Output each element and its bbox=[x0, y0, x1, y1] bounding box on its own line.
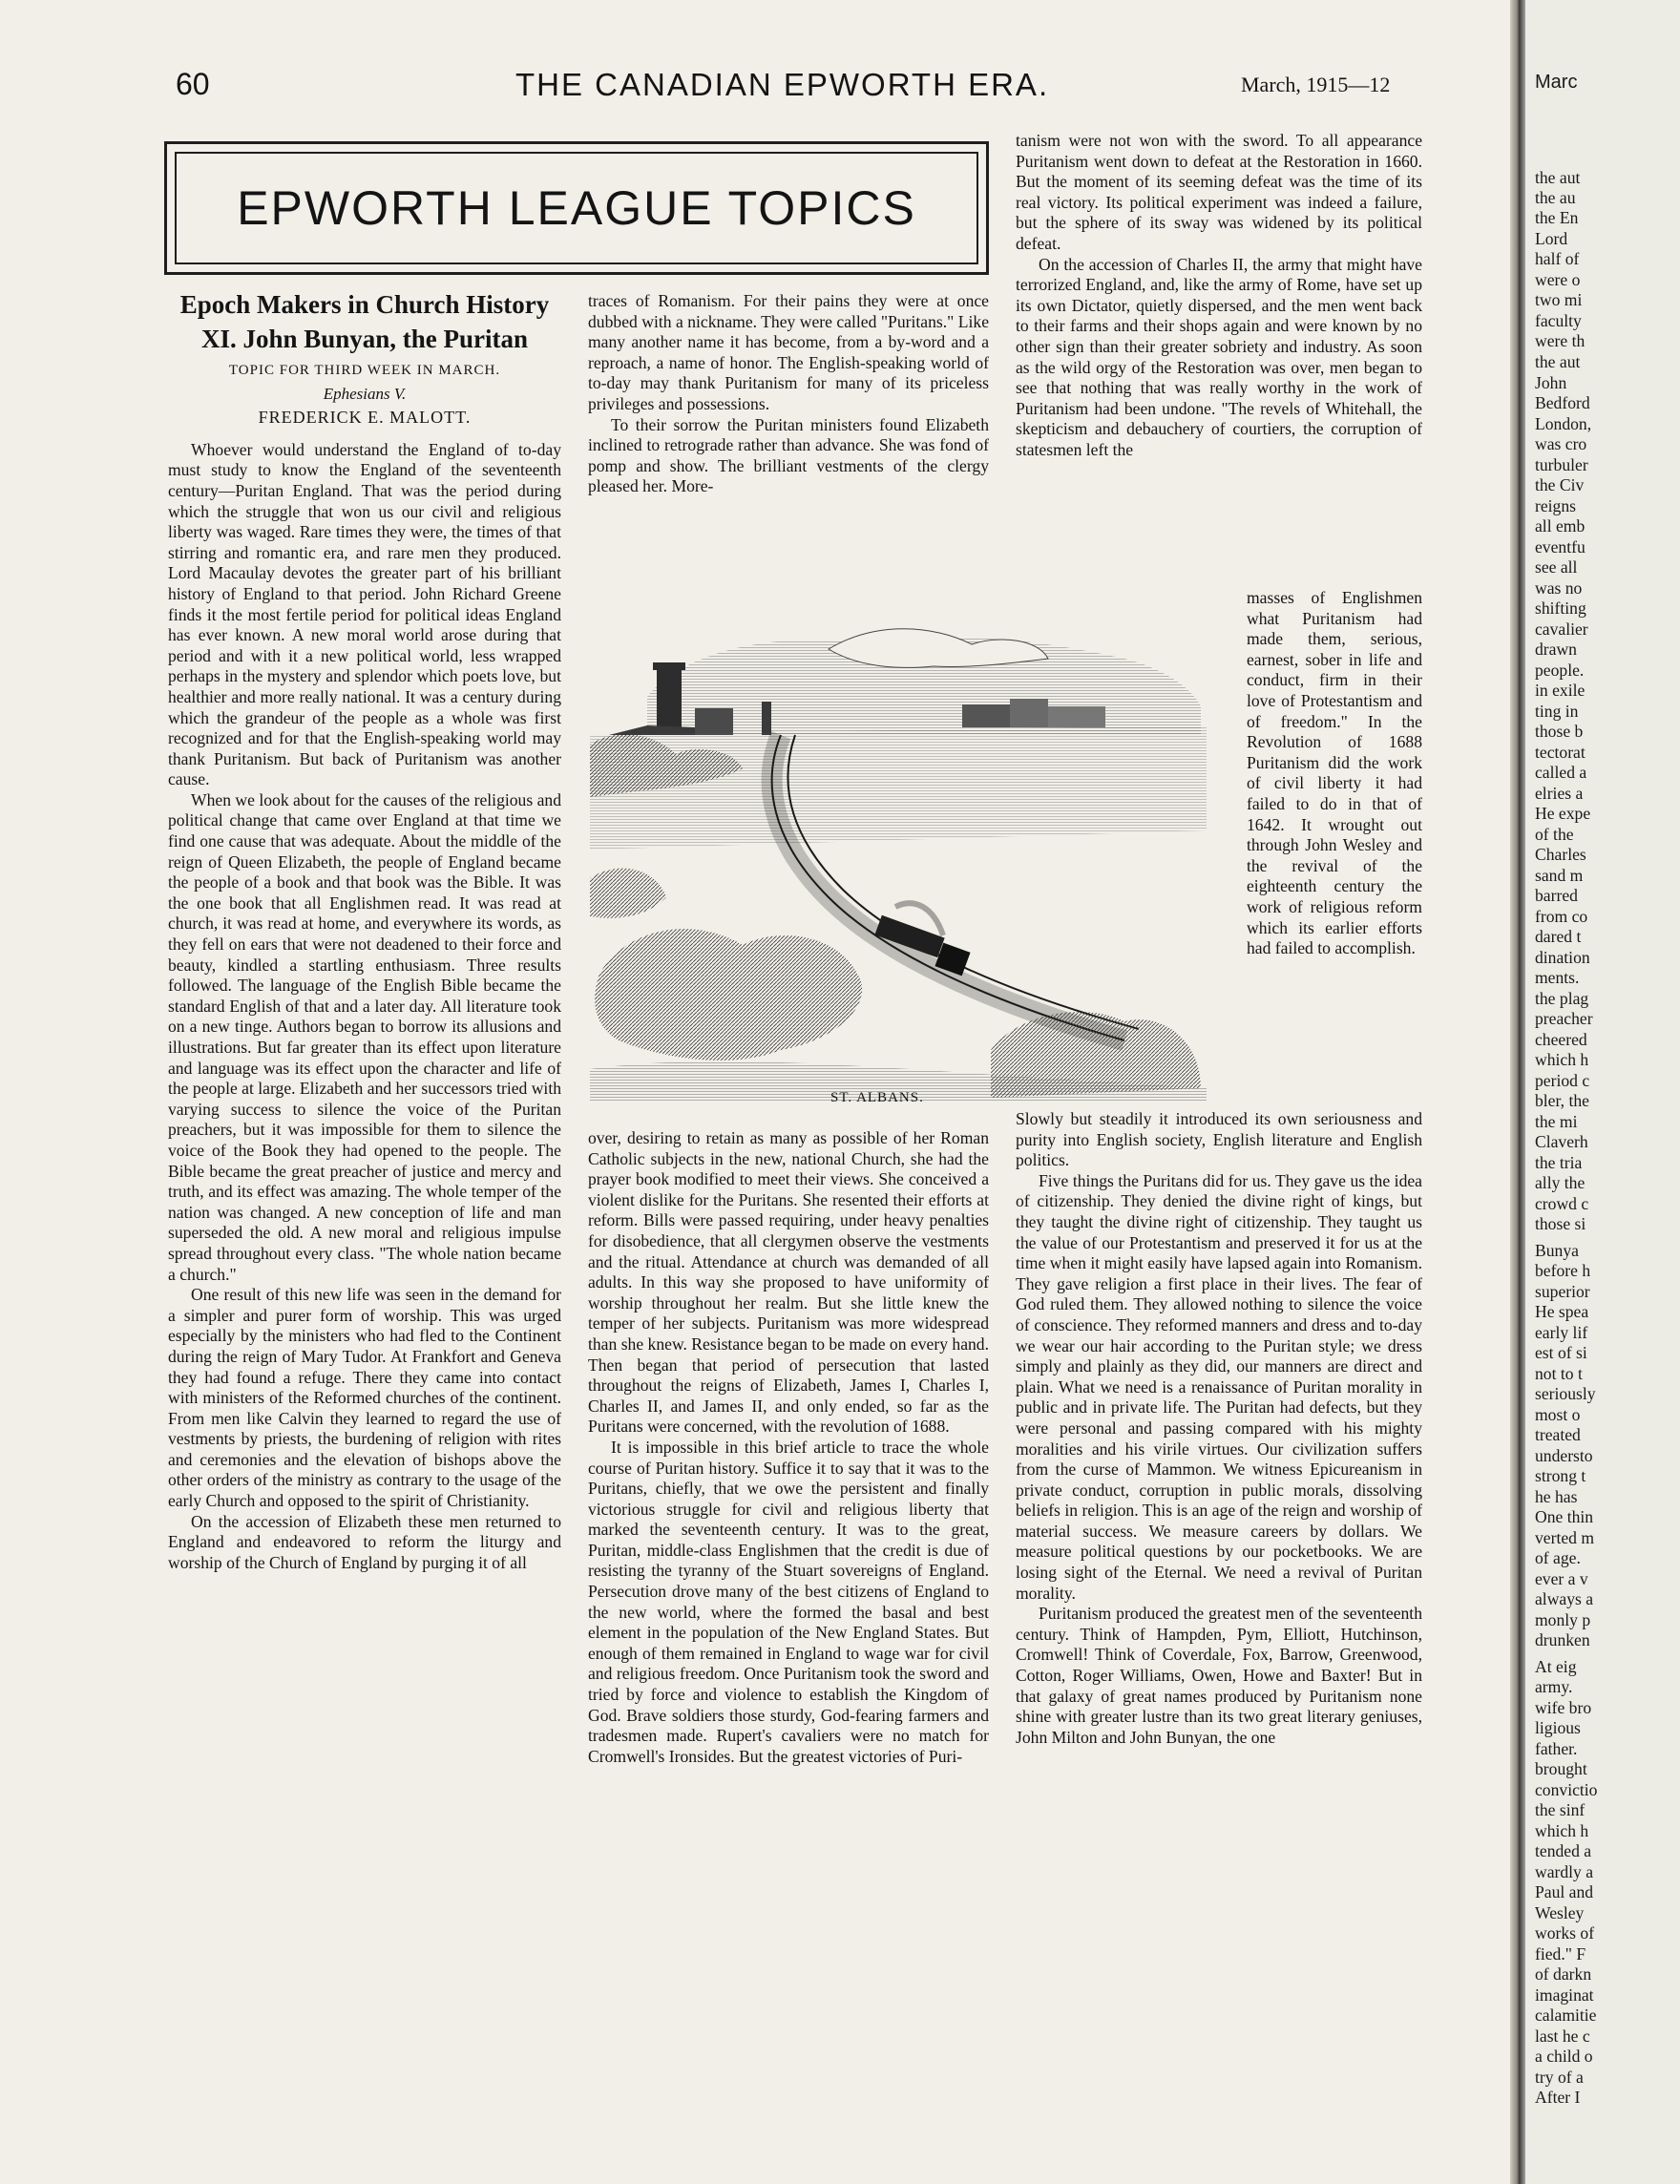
facing-page-text-fragment: all emb bbox=[1535, 516, 1586, 536]
paragraph: tanism were not won with the sword. To all appearance Puritanism went down to defeat at the Restoration in 1660. But the moment of its seeming defeat was the time of its real victory. Its political experiment was indeed a failure, but the sphere of its sway was widened by its political defeat. bbox=[1016, 131, 1422, 253]
facing-page-text-fragment: Bunya bbox=[1535, 1241, 1579, 1260]
illustration-caption: ST. ALBANS. bbox=[830, 1090, 924, 1105]
facing-page-text-fragment: monly p bbox=[1535, 1610, 1591, 1629]
section-title-inner-border bbox=[175, 152, 978, 264]
facing-page-text-fragment: of the bbox=[1535, 825, 1574, 844]
facing-page-text-fragment: barred bbox=[1535, 886, 1578, 905]
facing-page-text-fragment: which h bbox=[1535, 1821, 1589, 1840]
facing-page-text-fragment: ments. bbox=[1535, 968, 1580, 987]
topic-line: TOPIC FOR THIRD WEEK IN MARCH. bbox=[228, 363, 501, 378]
facing-page-text-fragment: those si bbox=[1535, 1214, 1586, 1233]
facing-page-text-fragment: always a bbox=[1535, 1589, 1594, 1608]
facing-page-text-fragment: half of bbox=[1535, 249, 1580, 268]
facing-page-text-fragment: most o bbox=[1535, 1405, 1581, 1424]
facing-page-text-fragment: faculty bbox=[1535, 311, 1582, 330]
facing-page-text-fragment: reigns bbox=[1535, 496, 1576, 515]
facing-page-text-fragment: eventfu bbox=[1535, 537, 1586, 556]
facing-page-text-fragment: crowd c bbox=[1535, 1194, 1589, 1213]
paragraph: Slowly but steadily it introduced its own seriousness and purity into English society, English literature and English politics. bbox=[1016, 1109, 1422, 1170]
paragraph: Whoever would understand the England of to-day must study to know the England of the seventeenth century—Puritan England. That was the period during which the struggle that won us our civil and religious liberty was waged. Rare times they were, the times of that stirring and romantic era, and rare men they produced. Lord Macaulay devotes the greater part of his brilliant history of England to that period. John Richard Greene finds it the most fertile period for political ideas England has ever known. A new moral world arose during that period and with it a new political world, less wrapped perhaps in the mystery and splendor which poets love, but healthier and more really national. It was a century during which the grandeur of the people as a whole was first recognized and for that the English-speaking world may thank Puritanism. But back of Puritanism was another cause. bbox=[168, 439, 561, 789]
paragraph: over, desiring to retain as many as possible of her Roman Catholic subjects in the new, national Church, she had the prayer book modified to meet their views. She conceived a violent dislike for the Puritans. She resented their efforts at reform. Bills were passed requiring, under heavy penalties for disobedience, that all clergymen observe the vestments and the ritual. Attendance at church was demanded of all adults. In this way she proposed to have uniformity of worship throughout her realm. But she little knew the temper of her subjects. Puritanism was more widespread than she knew. Resistance began to be made on every hand. Then began that period of persecution that lasted throughout the reigns of Elizabeth, James I, Charles I, Charles II, and James II, and only ended, so far as the Puritans were concerned, with the revolution of 1688. bbox=[588, 1128, 989, 1437]
facing-page-text-fragment: early lif bbox=[1535, 1323, 1588, 1342]
facing-page-text-fragment: dared t bbox=[1535, 927, 1582, 946]
facing-page-text-fragment: before h bbox=[1535, 1261, 1591, 1280]
facing-page-text-fragment: drunken bbox=[1535, 1630, 1590, 1649]
paragraph: Five things the Puritans did for us. They gave us the idea of citizenship. They denied the divine right of kings, but they taught the divine right of citizenship. They taught us the value of our Protestantism and preserved it for us at the time when it might easily have lapsed again into Romanism. They gave religion a first place in their lives. The fear of God ruled them. They allowed nothing to silence the voice of conscience. They reformed manners and dress and to-day we wear our hair according to the Puritan style; we dress simply and plainly as they did, our manners are direct and plain. What we need is a renaissance of Puritan morality in public and in private life. The Puritan had defects, but they were personal and passing compared with his mighty moralities and his virile virtues. Our civilization suffers from the curse of Mammon. We witness Epicureanism in private conduct, corruption in public morals, dissolving beliefs in religion. This is an age of the reign and worship of material success. We measure careers by dollars. We measure political questions by our pocketbooks. We are losing sight of the Eternal. We need a revival of Puritan morality. bbox=[1016, 1170, 1422, 1603]
section-title-box bbox=[164, 141, 989, 275]
facing-page-text-fragment: a child o bbox=[1535, 2047, 1593, 2066]
page-number: 60 bbox=[176, 67, 210, 101]
facing-page-text-fragment: seriously bbox=[1535, 1384, 1596, 1403]
facing-page-text-fragment: brought bbox=[1535, 1759, 1587, 1778]
facing-page-text-fragment: those b bbox=[1535, 722, 1584, 741]
facing-page-text-fragment: try of a bbox=[1535, 2068, 1584, 2087]
facing-page-text-fragment: understo bbox=[1535, 1446, 1593, 1465]
facing-page-text-fragment: the plag bbox=[1535, 989, 1589, 1008]
facing-page-text-fragment: ting in bbox=[1535, 702, 1579, 721]
paragraph: To their sorrow the Puritan ministers found Elizabeth inclined to retrograde rather than advance. She was fond of pomp and show. The brilliant vestments of the clergy pleased her. More- bbox=[588, 414, 989, 496]
facing-page-text-fragment: est of si bbox=[1535, 1343, 1587, 1362]
column-2-top bbox=[588, 291, 989, 497]
facing-page-text-fragment: drawn bbox=[1535, 640, 1577, 659]
facing-page-text-fragment: the tria bbox=[1535, 1153, 1583, 1172]
facing-page-text-fragment: the En bbox=[1535, 208, 1579, 227]
facing-page-text-fragment: fied." F bbox=[1535, 1944, 1586, 1964]
facing-page-text-fragment: Charles bbox=[1535, 845, 1586, 864]
facing-page-text-fragment: in exile bbox=[1535, 681, 1586, 700]
facing-page-text-fragment: wardly a bbox=[1535, 1862, 1594, 1881]
facing-page-text-fragment: cavalier bbox=[1535, 620, 1588, 639]
facing-page-text-fragment: At eig bbox=[1535, 1657, 1577, 1676]
column-3-bottom bbox=[1016, 1109, 1422, 1748]
facing-page-text-fragment: strong t bbox=[1535, 1466, 1586, 1485]
facing-page-text-fragment: wife bro bbox=[1535, 1698, 1592, 1717]
facing-page-text-fragment: Bedford bbox=[1535, 393, 1590, 412]
facing-page-text-fragment: ever a v bbox=[1535, 1569, 1588, 1588]
facing-page-text-fragment: After I bbox=[1535, 2088, 1581, 2107]
column-3-top bbox=[1016, 131, 1422, 461]
facing-page-text-fragment: was cro bbox=[1535, 434, 1587, 453]
facing-page-text-fragment: from co bbox=[1535, 907, 1588, 926]
facing-page-text-fragment: bler, the bbox=[1535, 1091, 1589, 1110]
facing-page-edge bbox=[1525, 0, 1680, 2184]
facing-page-text-fragment: the aut bbox=[1535, 352, 1581, 371]
facing-page-text-fragment: the Civ bbox=[1535, 475, 1585, 494]
publication-title: THE CANADIAN EPWORTH ERA. bbox=[515, 67, 1050, 102]
facing-page-text-fragment: works of bbox=[1535, 1923, 1595, 1942]
article-heading bbox=[168, 291, 561, 429]
facing-page-text-fragment: Wesley bbox=[1535, 1903, 1585, 1922]
facing-page-text-fragment: treated bbox=[1535, 1425, 1581, 1444]
running-header bbox=[176, 67, 1426, 124]
facing-page-text-fragment: elries a bbox=[1535, 784, 1584, 803]
facing-page-text-fragment: army. bbox=[1535, 1677, 1573, 1696]
facing-page-text-fragment: Lord bbox=[1535, 229, 1568, 248]
facing-page-text-fragment: convictio bbox=[1535, 1780, 1598, 1799]
facing-page-text-fragment: was no bbox=[1535, 578, 1583, 598]
facing-page-text-fragment: the mi bbox=[1535, 1112, 1578, 1131]
facing-page-text-fragment: the au bbox=[1535, 188, 1576, 207]
facing-page-text-fragment: called a bbox=[1535, 763, 1587, 782]
facing-page-text-fragment: not to t bbox=[1535, 1364, 1583, 1383]
paragraph: Puritanism produced the greatest men of the seventeenth century. Think of Hampden, Pym, Elliott, Hutchinson, Cromwell! Think of Coverdale, Fox, Barrow, Greenwood, Cotton, Roger Williams, Owen, Howe and Baxter! But in that galaxy of great names produced by Puritanism none shine with greater lustre than its two great literary geniuses, John Milton and John Bunyan, the one bbox=[1016, 1604, 1422, 1747]
facing-page-text-fragment: imaginat bbox=[1535, 1985, 1594, 2005]
facing-page-text-fragment: One thin bbox=[1535, 1507, 1594, 1526]
facing-page-text-fragment: the sinf bbox=[1535, 1800, 1586, 1819]
article-title: XI. John Bunyan, the Puritan bbox=[200, 325, 529, 353]
facing-page-text-fragment: cheered bbox=[1535, 1030, 1587, 1049]
article-series: Epoch Makers in Church History bbox=[179, 290, 550, 319]
facing-page-header: Marc bbox=[1535, 72, 1578, 93]
facing-page-text-fragment: he has bbox=[1535, 1487, 1578, 1506]
scripture-reference: Ephesians V. bbox=[323, 384, 407, 403]
column-2-bottom bbox=[588, 1128, 989, 1767]
landscape-engraving-icon bbox=[590, 592, 1207, 1102]
facing-page-text-fragment: verted m bbox=[1535, 1528, 1595, 1547]
article-author: FREDERICK E. MALOTT. bbox=[258, 408, 472, 428]
facing-page-text-fragment: sand m bbox=[1535, 866, 1584, 885]
facing-page-text-fragment: which h bbox=[1535, 1050, 1589, 1069]
facing-page-text-fragment: the aut bbox=[1535, 168, 1581, 187]
st-albans-engraving bbox=[590, 592, 1207, 1102]
facing-page-text-fragment: of age. bbox=[1535, 1548, 1581, 1567]
facing-page-text-fragment: dination bbox=[1535, 948, 1590, 967]
paragraph: One result of this new life was seen in the demand for a simpler and purer form of worship. This was urged especially by the ministers who had fled to the Continent during the reign of Mary Tudor. At Frankfort and Geneva they had found a refuge. There they came into contact with ministers of the Reformed churches of the continent. From men like Calvin they learned to regard the use of vestments by priests, the burdening of religion with rites and ceremonies and the elevation of bishops above the other orders of the ministry as contrary to the usage of the early Church and opposed to the spirit of Christianity. bbox=[168, 1285, 561, 1511]
facing-page-text-fragment: superior bbox=[1535, 1282, 1590, 1301]
facing-page-text-fragment: He spea bbox=[1535, 1302, 1589, 1321]
section-title: EPWORTH LEAGUE TOPICS bbox=[237, 181, 916, 235]
facing-page-text-fragment: see all bbox=[1535, 557, 1578, 577]
facing-page-text-fragment: London, bbox=[1535, 414, 1592, 433]
facing-page-text-fragment: were th bbox=[1535, 331, 1586, 350]
facing-page-text-fragment: last he c bbox=[1535, 2026, 1590, 2046]
issue-date: March, 1915—12 bbox=[1241, 73, 1391, 96]
facing-page-text-fragment: He expe bbox=[1535, 804, 1591, 823]
facing-page-text-fragment: tectorat bbox=[1535, 743, 1586, 762]
paragraph: It is impossible in this brief article to trace the whole course of Puritan history. Suffice it to say that it was to the Puritans, chiefly, that we owe the persistent and finally victorious struggle for civil and religious liberty that marked the seventeenth century. It was to the great, Puritan, middle-class Englishmen that the credit is due of resisting the tyranny of the Stuart sovereigns of England. Persecution drove many of the best citizens of England to the new world, where the formed the basal and best element in the population of the New England States. But enough of them remained in England to wage war for civil and religious freedom. Once Puritanism took the sword and tried by force and violence to establish the Kingdom of God. Brave soldiers those sturdy, God-fearing farmers and tradesmen made. Rupert's cavaliers were no match for Cromwell's Ironsides. But the greatest victories of Puri- bbox=[588, 1437, 989, 1766]
facing-page-text-fragment: people. bbox=[1535, 661, 1585, 680]
facing-page-text-fragment: of darkn bbox=[1535, 1964, 1592, 1984]
facing-page-text-fragment: two mi bbox=[1535, 290, 1583, 309]
facing-page-text-fragment: Claverh bbox=[1535, 1132, 1588, 1151]
facing-page-text-fragment: preacher bbox=[1535, 1009, 1593, 1028]
facing-page-text-fragment: ally the bbox=[1535, 1173, 1586, 1192]
facing-page-text-fragment: shifting bbox=[1535, 598, 1586, 618]
facing-page-text-fragment: calamitie bbox=[1535, 2006, 1597, 2025]
facing-page-text-fragment: ligious bbox=[1535, 1718, 1581, 1737]
facing-page-text-fragment: Paul and bbox=[1535, 1882, 1594, 1901]
facing-page-text-fragment: period c bbox=[1535, 1071, 1590, 1090]
paragraph: traces of Romanism. For their pains they were at once dubbed with a nickname. They were called "Puritans." Like many another name it has become, from a by-word and a reproach, a name of honor. The English-speaking world of to-day may thank Puritanism for many of its priceless privileges and possessions. bbox=[588, 291, 989, 413]
facing-page-text-fragment: John bbox=[1535, 373, 1567, 392]
book-gutter bbox=[1510, 0, 1525, 2184]
facing-page-text-fragment: were o bbox=[1535, 270, 1581, 289]
paragraph: When we look about for the causes of the religious and political change that came over England at that time we find one cause that was adequate. About the middle of the reign of Queen Elizabeth, the people of England became the people of a book and that book was the Bible. It was the one book that all Englishmen read. It was read at church, it was read at home, and everywhere its words, as they fell on ears that were not deadened to their force and beauty, kindled a startling enthusiasm. Three results followed. The language of the English Bible became the standard English of that and a later day. All literature took on a new tinge. Authors began to borrow its allusions and illustrations. But far greater than its effect upon literature and language was its effect upon the character and life of the people at large. Elizabeth and her successors tried with varying success to silence the voice of the Puritan preachers, but it was impossible for them to silence the voice of the Book they had opened to the people. The Bible became the great preacher of justice and mercy and truth, and its effect was amazing. The whole temper of the nation was changed. A new conception of life and man superseded the old. A new moral and religious impulse spread throughout every class. "The whole nation became a church." bbox=[168, 789, 562, 1284]
column-3-wrap-text: masses of Englishmen what Puritanism had made them, serious, earnest, sober in life and conduct, firm in their love of Protestantism and of freedom." In the Revolution of 1688 Puritanism did the work of civil liberty it had failed to do in that of 1642. It wrought out through John Wesley and the revival of the eighteenth century the work of religious reform which its earlier efforts had failed to accomplish. bbox=[1247, 588, 1422, 958]
facing-page-text-fragment: turbuler bbox=[1535, 455, 1588, 474]
column-1 bbox=[168, 291, 561, 1573]
paragraph: On the accession of Charles II, the army that might have terrorized England, and, like the army of Rome, have set up its own Dictator, quietly dispersed, and the men went back to their farms and their shops again and were known by no other sign than their greater sobriety and industry. As soon as the wild orgy of the Restoration was over, men began to see that nothing that was really worthy in the work of Puritanism had been undone. "The revels of Whitehall, the skepticism and debauchery of courtiers, the corruption of statesmen left the bbox=[1016, 254, 1422, 459]
paragraph: On the accession of Elizabeth these men returned to England and endeavored to reform the liturgy and worship of the Church of England by purging it of all bbox=[168, 1511, 561, 1572]
facing-page-text-fragment: tended a bbox=[1535, 1841, 1592, 1860]
facing-page-text-fragment: father. bbox=[1535, 1739, 1578, 1758]
